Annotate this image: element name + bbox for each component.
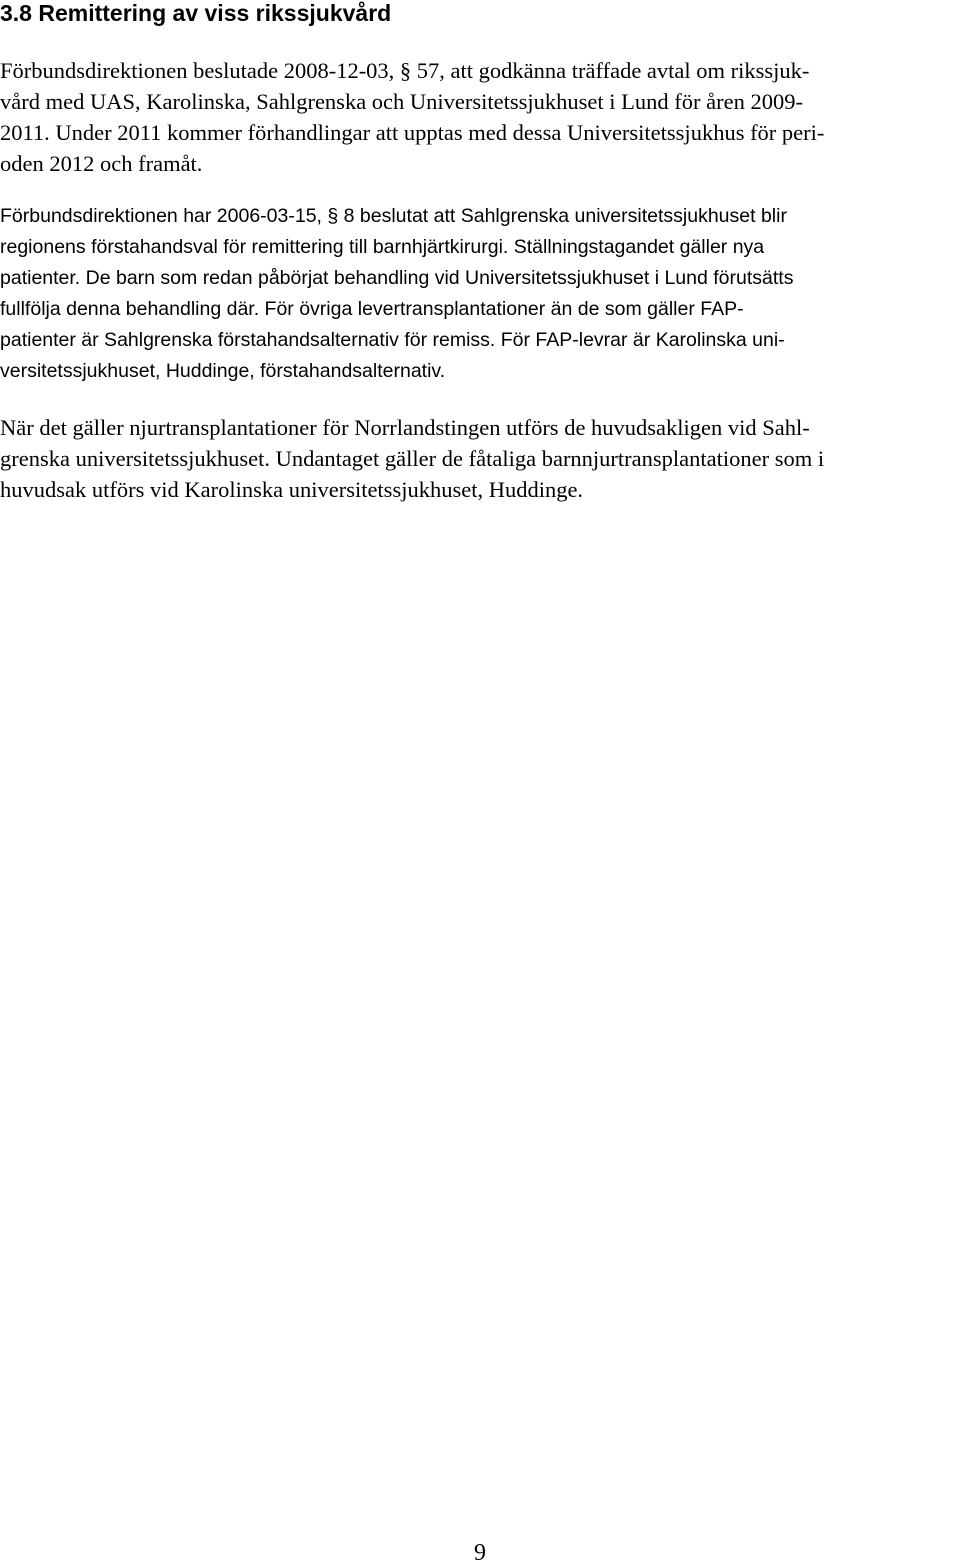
paragraph-line: patienter. De barn som redan påbörjat behandling vid Universitetssjukhuset i Lund förutsätts — [0, 267, 794, 289]
paragraph-line: versitetssjukhuset, Huddinge, förstahandsalternativ. — [0, 360, 446, 382]
paragraph-line: fullfölja denna behandling där. För övriga levertransplantationer än de som gäller FAP- — [0, 298, 744, 320]
paragraph-line: grenska universitetssjukhuset. Undantaget gäller de fåtaliga barnnjurtransplantationer som i — [0, 446, 825, 471]
page-number: 9 — [474, 1540, 486, 1566]
paragraph-agreement — [0, 55, 950, 179]
paragraph-line: Förbundsdirektionen har 2006-03-15, § 8 beslutat att Sahlgrenska universitetssjukhuset blir — [0, 205, 787, 227]
paragraph-line: När det gäller njurtransplantationer för Norrlandstingen utförs de huvudsakligen vid Sahl- — [0, 415, 810, 440]
section-heading: 3.8 Remittering av viss rikssjukvård — [0, 0, 392, 26]
paragraph-referral — [0, 201, 950, 387]
paragraph-line: regionens förstahandsval för remittering till barnhjärtkirurgi. Ställningstagandet gäller nya — [0, 236, 765, 258]
paragraph-line: patienter är Sahlgrenska förstahandsalternativ för remiss. För FAP-levrar är Karolinska uni- — [0, 329, 785, 351]
paragraph-line: 2011. Under 2011 kommer förhandlingar att upptas med dessa Universitetssjukhus för peri- — [0, 120, 825, 145]
paragraph-line: oden 2012 och framåt. — [0, 151, 203, 176]
paragraph-line: huvudsak utförs vid Karolinska universitetssjukhuset, Huddinge. — [0, 477, 584, 502]
paragraph-line: Förbundsdirektionen beslutade 2008-12-03, § 57, att godkänna träffade avtal om rikssjuk- — [0, 58, 810, 83]
paragraph-line: vård med UAS, Karolinska, Sahlgrenska och Universitetssjukhuset i Lund för åren 2009- — [0, 89, 803, 114]
paragraph-kidney-transplants — [0, 412, 950, 505]
